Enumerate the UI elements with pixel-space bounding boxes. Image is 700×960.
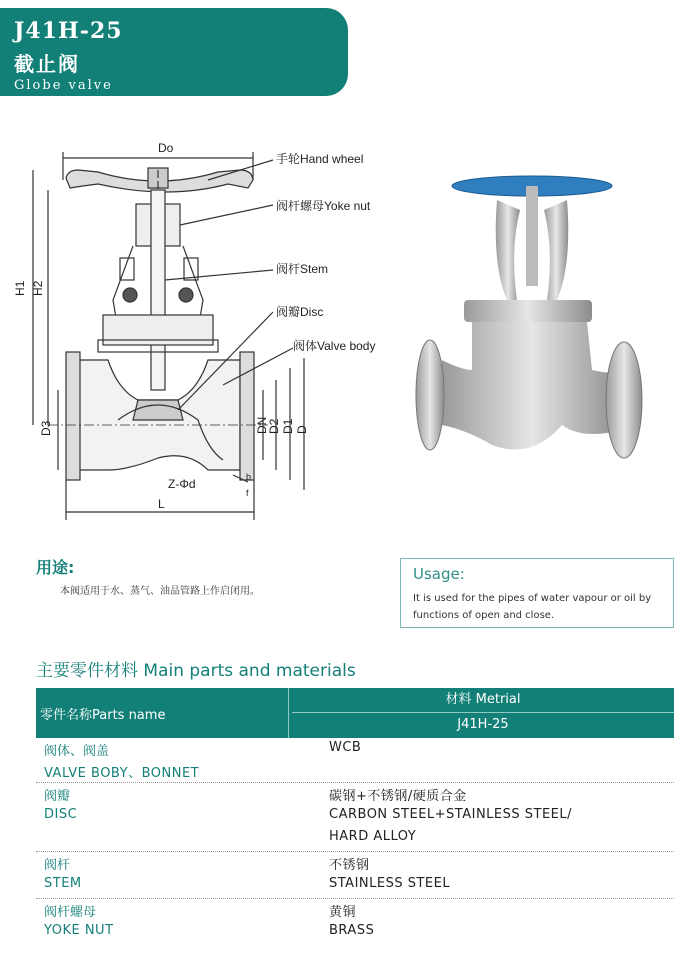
part-name-cn: 阀体、阀盖 (44, 744, 110, 759)
material-value-en-2: HARD ALLOY (329, 829, 417, 844)
usage-text-en: It is used for the pipes of water vapour or oil by functions of open and close. (413, 593, 652, 621)
table-row (36, 738, 674, 783)
header-material: 材料 Metrial (292, 688, 674, 713)
dim-bolt: Z-Φd (168, 477, 196, 491)
dim-dn: DN (255, 416, 269, 434)
table-row (36, 783, 674, 852)
dim-d3: D3 (39, 420, 53, 436)
material-value-cn: 黄铜 (329, 905, 357, 920)
dim-h1: H1 (13, 280, 27, 296)
dim-l: L (158, 497, 165, 511)
material-value: WCB (329, 740, 362, 755)
usage-text-cn: 本阀适用于水、蒸气、油品管路上作启闭用。 (60, 586, 260, 597)
valve-technical-drawing (8, 130, 408, 530)
part-name-cn: 阀杆螺母 (44, 905, 97, 920)
label-yoke-nut: 阀杆螺母Yoke nut (276, 199, 371, 213)
part-name-cn: 阀杆 (44, 858, 71, 873)
materials-section-title: 主要零件材料 Main parts and materials (36, 661, 356, 681)
usage-title-cn: 用途: (36, 558, 75, 577)
material-value-cn: 不锈钢 (329, 858, 370, 873)
material-value-en: BRASS (329, 923, 375, 938)
dim-d2: D2 (267, 418, 281, 434)
label-valve-body: 阀体Valve body (293, 339, 376, 353)
table-row (36, 899, 674, 945)
header-model: J41H-25 (457, 717, 509, 732)
model-number: J41H-25 (14, 18, 123, 44)
part-name-cn: 阀瓣 (44, 789, 71, 804)
product-name-en: Globe valve (14, 78, 113, 93)
dim-h2: H2 (31, 280, 45, 296)
valve-product-photo (412, 170, 647, 480)
title-banner (0, 8, 348, 96)
materials-table (36, 688, 674, 945)
part-name-en: YOKE NUT (44, 923, 114, 938)
material-value-en: STAINLESS STEEL (329, 876, 451, 891)
label-hand-wheel: 手轮Hand wheel (276, 152, 364, 166)
label-stem: 阀杆Stem (276, 262, 329, 276)
part-name-en: DISC (44, 807, 78, 822)
part-name-en: VALVE BOBY、BONNET (44, 766, 200, 781)
product-name-cn: 截止阀 (14, 52, 80, 76)
dim-d1: D1 (281, 418, 295, 434)
dim-b: b (246, 472, 252, 482)
dim-f: f (246, 488, 249, 498)
usage-title-en: Usage: (413, 565, 465, 583)
part-name-en: STEM (44, 876, 82, 891)
label-disc: 阀瓣Disc (276, 305, 324, 319)
header-part: 零件名称Parts name (40, 708, 166, 723)
material-value-en: CARBON STEEL+STAINLESS STEEL/ (329, 807, 573, 822)
usage-box (400, 558, 674, 628)
table-header (36, 688, 674, 738)
table-row (36, 852, 674, 899)
dim-do: Do (158, 141, 174, 155)
dim-d: D (295, 425, 309, 434)
material-value-cn: 碳钢+不锈钢/硬质合金 (329, 789, 467, 804)
